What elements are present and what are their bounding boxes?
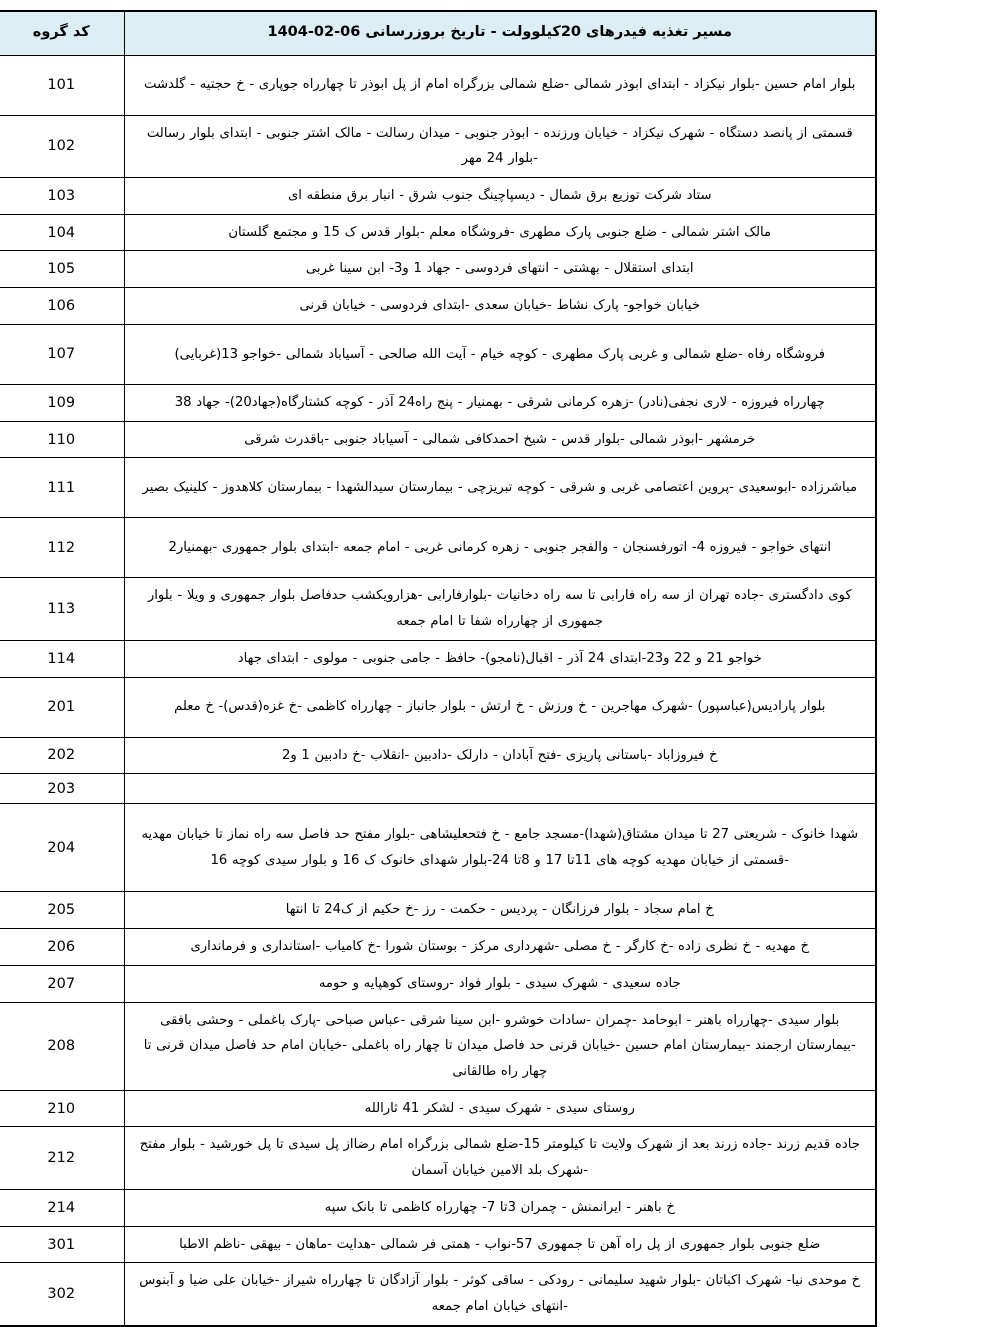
route-text: خرمشهر -ابوذر شمالی -بلوار قدس - شیخ احمدکافی شمالی - آسیاباد جنوبی -باقدرت شرقی (244, 431, 756, 447)
table-row (0, 384, 876, 421)
code-cell: 208 (0, 1002, 124, 1090)
code-cell: 109 (0, 384, 124, 421)
code-cell: 114 (0, 640, 124, 677)
table-row (0, 804, 876, 892)
code-cell: 214 (0, 1189, 124, 1226)
column-header-code: کد گروه (0, 11, 124, 55)
route-text: جاده سعیدی - شهرک سیدی - بلوار فواد -روستای کوهپایه و حومه (318, 975, 681, 991)
table-row (0, 1189, 876, 1226)
route-cell (124, 1002, 876, 1090)
table-row (0, 1090, 876, 1127)
route-cell (124, 1090, 876, 1127)
table-row (0, 774, 876, 804)
table-row (0, 1002, 876, 1090)
route-cell (124, 55, 876, 115)
route-cell (124, 774, 876, 804)
route-text: فروشگاه رفاه -ضلع شمالی و غربی پارک مطهری - کوچه خیام - آیت الله صالحی - آسیاباد شمالی -خواجو 13(غربایی) (174, 346, 826, 362)
route-text: خ موحدی نیا- شهرک اکباتان -بلوار شهید سلیمانی - رودکی - ساقی کوثر - بلوار آزادگان تا چهارراه شیراز -خیابان علی ضیا و آبنوس -انتهای خیابان امام جمعه (139, 1273, 861, 1315)
code-cell: 103 (0, 177, 124, 214)
table-row (0, 251, 876, 288)
route-text: خیابان خواجو- پارک نشاط -خیابان سعدی -ابتدای فردوسی - خیابان قرنی (299, 298, 701, 314)
code-cell: 104 (0, 214, 124, 251)
route-cell (124, 1263, 876, 1326)
table-row (0, 518, 876, 578)
code-cell: 107 (0, 324, 124, 384)
code-cell: 105 (0, 251, 124, 288)
route-cell (124, 421, 876, 458)
route-text: خ فیروزاباد -باستانی پاریزی -فتح آبادان - دارلک -دادبین -انقلاب -خ دادبین 1 و2 (281, 747, 718, 763)
table-row (0, 458, 876, 518)
route-text: خ باهنر - ایرانمنش - چمران 3تا 7- چهارراه کاظمی تا بانک سپه (324, 1199, 675, 1215)
table-row (0, 892, 876, 929)
route-text: ستاد شرکت توزیع برق شمال - دیسپاچینگ جنوب شرق - انبار برق منطقه ای (287, 187, 712, 203)
table-row (0, 324, 876, 384)
route-text: انتهای خواجو - فیروزه 4- اتورفسنجان - والفجر جنوبی - زهره کرمانی غربی - امام جمعه -ابتدای بلوار جمهوری -بهمنیار2 (168, 540, 832, 555)
code-cell: 301 (0, 1226, 124, 1263)
code-cell: 201 (0, 677, 124, 737)
table-row (0, 929, 876, 966)
route-cell (124, 288, 876, 325)
route-text: کوی دادگستری -جاده تهران از سه راه فارابی تا سه راه دخانیات -بلوارفارابی -هزارویکشب حدفاصل بلوار جمهوری و ویلا - بلوار جمهوری از چهارراه شفا تا امام جمعه (147, 588, 852, 630)
column-header-route: مسیر تغذیه فیدرهای 20کیلوولت - تاریخ بروزرسانی 06-02-1404 (124, 11, 876, 55)
route-cell (124, 1226, 876, 1263)
route-cell (124, 737, 876, 774)
table-row (0, 177, 876, 214)
table-row (0, 55, 876, 115)
route-cell (124, 1189, 876, 1226)
route-cell (124, 324, 876, 384)
route-cell (124, 965, 876, 1002)
route-cell (124, 578, 876, 640)
route-cell (124, 251, 876, 288)
table-row (0, 677, 876, 737)
code-cell: 203 (0, 774, 124, 804)
route-text: بلوار سیدی -چهارراه باهنر - ابوحامد -چمران -سادات خوشرو -ابن سینا شرقی -عباس صباحی -پارک باغملی - وحشی بافقی -بیمارستان ارجمند -بیمارستان امام حسین -خیابان قرنی حد فاصل میدان تا چهار راه باغملی -خیابان امام حد فاصل میدان قرنی تا چهار راه طالقانی (143, 1012, 856, 1079)
code-cell: 207 (0, 965, 124, 1002)
code-cell: 212 (0, 1127, 124, 1189)
route-cell (124, 640, 876, 677)
code-cell: 302 (0, 1263, 124, 1326)
table-row (0, 578, 876, 640)
route-text: قسمتی از پانصد دستگاه - شهرک نیکزاد - خیابان ورزنده - ابوذر جنوبی - میدان رسالت - مالک اشتر جنوبی - ابتدای بلوار رسالت -بلوار 24 مهر (146, 125, 853, 167)
route-cell (124, 929, 876, 966)
route-cell (124, 458, 876, 518)
route-cell (124, 804, 876, 892)
route-text: مالک اشتر شمالی - ضلع جنوبی پارک مطهری -فروشگاه معلم -بلوار قدس ک 15 و مجتمع گلستان (228, 224, 772, 240)
code-cell: 206 (0, 929, 124, 966)
table-header-row (0, 11, 876, 55)
feeder-route-table (0, 10, 877, 1327)
feeder-table-container (0, 10, 877, 1327)
table-row (0, 115, 876, 177)
route-text: خ امام سجاد - بلوار فرزانگان - پردیس - حکمت - رز -خ حکیم از ک24 تا انتها (285, 902, 714, 918)
route-cell (124, 892, 876, 929)
route-cell (124, 384, 876, 421)
route-cell (124, 518, 876, 578)
route-text: خواجو 21 و 22 و23-ابتدای 24 آذر - اقبال(نامجو)- حافظ - جامی جنوبی - مولوی - ابتدای جهاد (237, 650, 762, 666)
table-row (0, 1127, 876, 1189)
route-text: بلوار امام حسین -بلوار نیکزاد - ابتدای ابوذر شمالی -ضلع شمالی بزرگراه امام از پل ابوذر تا چهارراه جوپاری - خ حجتیه - گلدشت (144, 77, 856, 93)
table-row (0, 965, 876, 1002)
table-row (0, 640, 876, 677)
code-cell: 202 (0, 737, 124, 774)
code-cell: 110 (0, 421, 124, 458)
code-cell: 112 (0, 518, 124, 578)
code-cell: 101 (0, 55, 124, 115)
route-text: مباشرزاده -ابوسعیدی -پروین اعتصامی غربی و شرقی - کوچه تبریزچی - بیمارستان سیدالشهدا - بیمارستان کلاهدوز - کلینیک بصیر (142, 480, 858, 495)
route-text: ضلع جنوبی بلوار جمهوری از پل راه آهن تا جمهوری 57-نواب - همتی فر شمالی -هدایت -ماهان - بیهقی -ناظم الاطبا (179, 1236, 821, 1252)
code-cell: 111 (0, 458, 124, 518)
route-text: چهارراه فیروزه - لاری نجفی(نادر) -زهره کرمانی شرقی - بهمنیار - پنج راه24 آذر - کوچه کشتارگاه(جهاد20)- جهاد 38 (174, 394, 825, 410)
route-text: ابتدای استقلال - بهشتی - انتهای فردوسی - جهاد 1 و3- ابن سینا غربی (305, 261, 694, 277)
table-row (0, 1263, 876, 1326)
route-cell (124, 115, 876, 177)
table-row (0, 421, 876, 458)
table-row (0, 214, 876, 251)
table-header (0, 11, 876, 55)
route-cell (124, 1127, 876, 1189)
route-cell (124, 177, 876, 214)
table-row (0, 288, 876, 325)
route-cell (124, 677, 876, 737)
table-row (0, 737, 876, 774)
code-cell: 210 (0, 1090, 124, 1127)
route-cell (124, 214, 876, 251)
route-text: شهدا خانوک - شریعتی 27 تا میدان مشتاق(شهدا)-مسجد جامع - خ فتحعلیشاهی -بلوار مفتح حد فاصل سه راه نماز تا خیابان مهدیه -قسمتی از خیابان مهدیه کوچه های 11تا 17 و 8تا 24-بلوار شهدای خانوک ک 16 و بلوار سیدی کوچه 16 (141, 827, 859, 868)
route-text: خ مهدیه - خ نظری زاده -خ کارگر - خ مصلی -شهرداری مرکز - بوستان شورا -خ کامیاب -استانداری و فرمانداری (190, 939, 810, 955)
code-cell: 113 (0, 578, 124, 640)
route-text: بلوار پارادیس(عباسپور) -شهرک مهاجرین - خ ورزش - خ ارتش - بلوار جانباز - چهارراه کاظمی -خ غزه(قدس)- خ معلم (174, 699, 826, 715)
code-cell: 102 (0, 115, 124, 177)
code-cell: 205 (0, 892, 124, 929)
table-body (0, 55, 876, 1326)
route-text: روستای سیدی - شهرک سیدی - لشکر 41 ثارالله (364, 1100, 635, 1116)
route-text: جاده قدیم زرند -جاده زرند بعد از شهرک ولایت تا کیلومتر 15-ضلع شمالی بزرگراه امام رضااز پل سیدی تا پل خورشید - بلوار مفتح -شهرک بلد الامین خیابان آسمان (139, 1137, 860, 1179)
code-cell: 106 (0, 288, 124, 325)
code-cell: 204 (0, 804, 124, 892)
table-row (0, 1226, 876, 1263)
